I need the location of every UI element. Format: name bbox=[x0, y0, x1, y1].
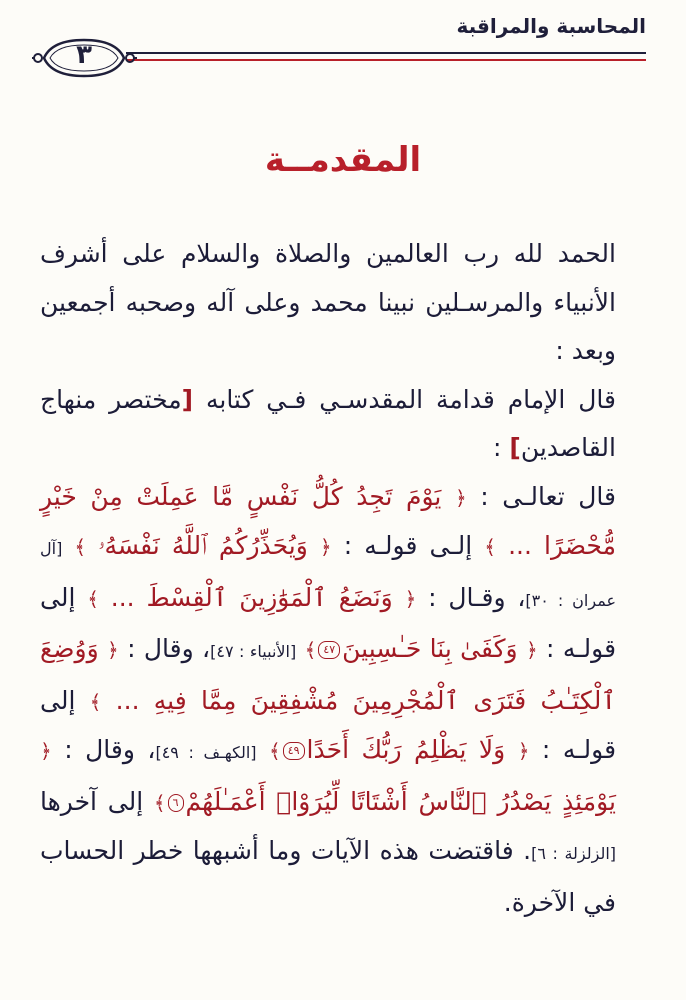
ornate-bracket-icon: ﴾ bbox=[269, 739, 281, 763]
bracket-open: [ bbox=[181, 384, 194, 414]
ornate-bracket-icon: ﴾ bbox=[89, 689, 102, 714]
ornate-bracket-icon: ﴿ bbox=[107, 638, 119, 662]
ornate-bracket-icon: ﴾ bbox=[74, 535, 87, 559]
running-header-title: المحاسبة والمراقبة bbox=[456, 14, 646, 38]
connector-5: إلى قولـه : bbox=[40, 685, 617, 764]
verse-3: وَنَضَعُ ٱلْمَوَٰزِينَ ٱلْقِسْطَ ... bbox=[110, 582, 393, 612]
body-text bbox=[40, 230, 646, 927]
connector-6: ، وقال : bbox=[51, 735, 156, 764]
paragraph-citation bbox=[40, 376, 646, 473]
verse-2: وَيُحَذِّرُكُمُ ٱللَّهُ نَفْسَهُۥ bbox=[98, 531, 308, 560]
bracket-close: ] bbox=[509, 433, 521, 462]
verse-7: يَوْمَئِذٍ يَصْدُرُ ٱلنَّاسُ أَشْتَاتًا لِّيُرَوْا۟ أَعْمَـٰلَهُمْ bbox=[185, 786, 616, 816]
connector-2: ، وقـال : bbox=[416, 582, 526, 612]
ornate-bracket-icon: ﴾ bbox=[87, 586, 99, 611]
ornate-bracket-icon: ﴾ bbox=[304, 638, 317, 662]
verse-1: يَوْمَ تَجِدُ كُلُّ نَفْسٍ مَّا عَمِلَتْ مِنْ خَيْرٍ مُّحْضَرًا ... bbox=[40, 481, 616, 560]
paragraph-verses bbox=[40, 473, 646, 928]
connector-7: إلى آخرها bbox=[40, 786, 154, 816]
verse-number-badge: ٦ bbox=[168, 794, 184, 812]
reference-4: [الزلزلة : ٦] bbox=[531, 844, 616, 863]
reference-2: [الأنبياء : ٤٧] bbox=[210, 642, 297, 661]
page-number-badge bbox=[30, 36, 138, 80]
citation-colon: : bbox=[493, 433, 510, 462]
ornate-bracket-icon: ﴿ bbox=[404, 586, 417, 611]
connector-3: إلى قولـه : bbox=[40, 582, 617, 663]
reference-1: [آل عمران : ٣٠] bbox=[40, 539, 616, 610]
section-title: المقدمــة bbox=[264, 140, 422, 180]
verse-number-badge: ٤٧ bbox=[318, 641, 340, 659]
verse-6: وَلَا يَظْلِمُ رَبُّكَ أَحَدًا bbox=[306, 735, 506, 764]
connector-4: ، وقال : bbox=[118, 634, 211, 663]
header-rule-bottom bbox=[126, 59, 646, 61]
ornate-bracket-icon: ﴾ bbox=[153, 790, 166, 815]
ornate-bracket-icon: ﴿ bbox=[319, 535, 332, 559]
conclusion-text: . فاقتضت هذه الآيات وما أشبهها خطر الحساب في الآخرة. bbox=[40, 836, 616, 917]
connector-1: إلـى قولـه : bbox=[331, 531, 485, 560]
verse-5: وَوُضِعَ ٱلْكِتَـٰبُ فَتَرَى ٱلْمُجْرِمِينَ مُشْفِقِينَ مِمَّا فِيهِ ... bbox=[40, 634, 616, 715]
page-number: ٣ bbox=[76, 40, 92, 70]
ornate-bracket-icon: ﴾ bbox=[484, 535, 497, 559]
ornate-bracket-icon: ﴿ bbox=[454, 485, 467, 510]
header-rule-top bbox=[126, 52, 646, 54]
reference-3: [الكهـف : ٤٩] bbox=[155, 743, 257, 762]
verse-4: وَكَفَىٰ بِنَا حَـٰسِبِينَ bbox=[342, 634, 518, 663]
opening-text: الحمد لله رب العالمين والصلاة والسلام على أشرف الأنبياء والمرسـلين نبينا محمد وعلى آله وصحبه أجمعين وبعد : bbox=[40, 239, 616, 365]
verse-number-badge: ٤٩ bbox=[283, 742, 305, 760]
citation-intro: قال الإمام قدامة المقدسـي فـي كتابه bbox=[193, 384, 616, 414]
verses-intro: قال تعالـى : bbox=[466, 481, 616, 511]
ornate-bracket-icon: ﴿ bbox=[40, 739, 52, 763]
ornate-bracket-icon: ﴿ bbox=[517, 739, 530, 763]
ornate-bracket-icon: ﴿ bbox=[525, 638, 538, 662]
paragraph-opening bbox=[40, 230, 646, 376]
book-title: مختصر منهاج القاصدين bbox=[40, 384, 616, 462]
